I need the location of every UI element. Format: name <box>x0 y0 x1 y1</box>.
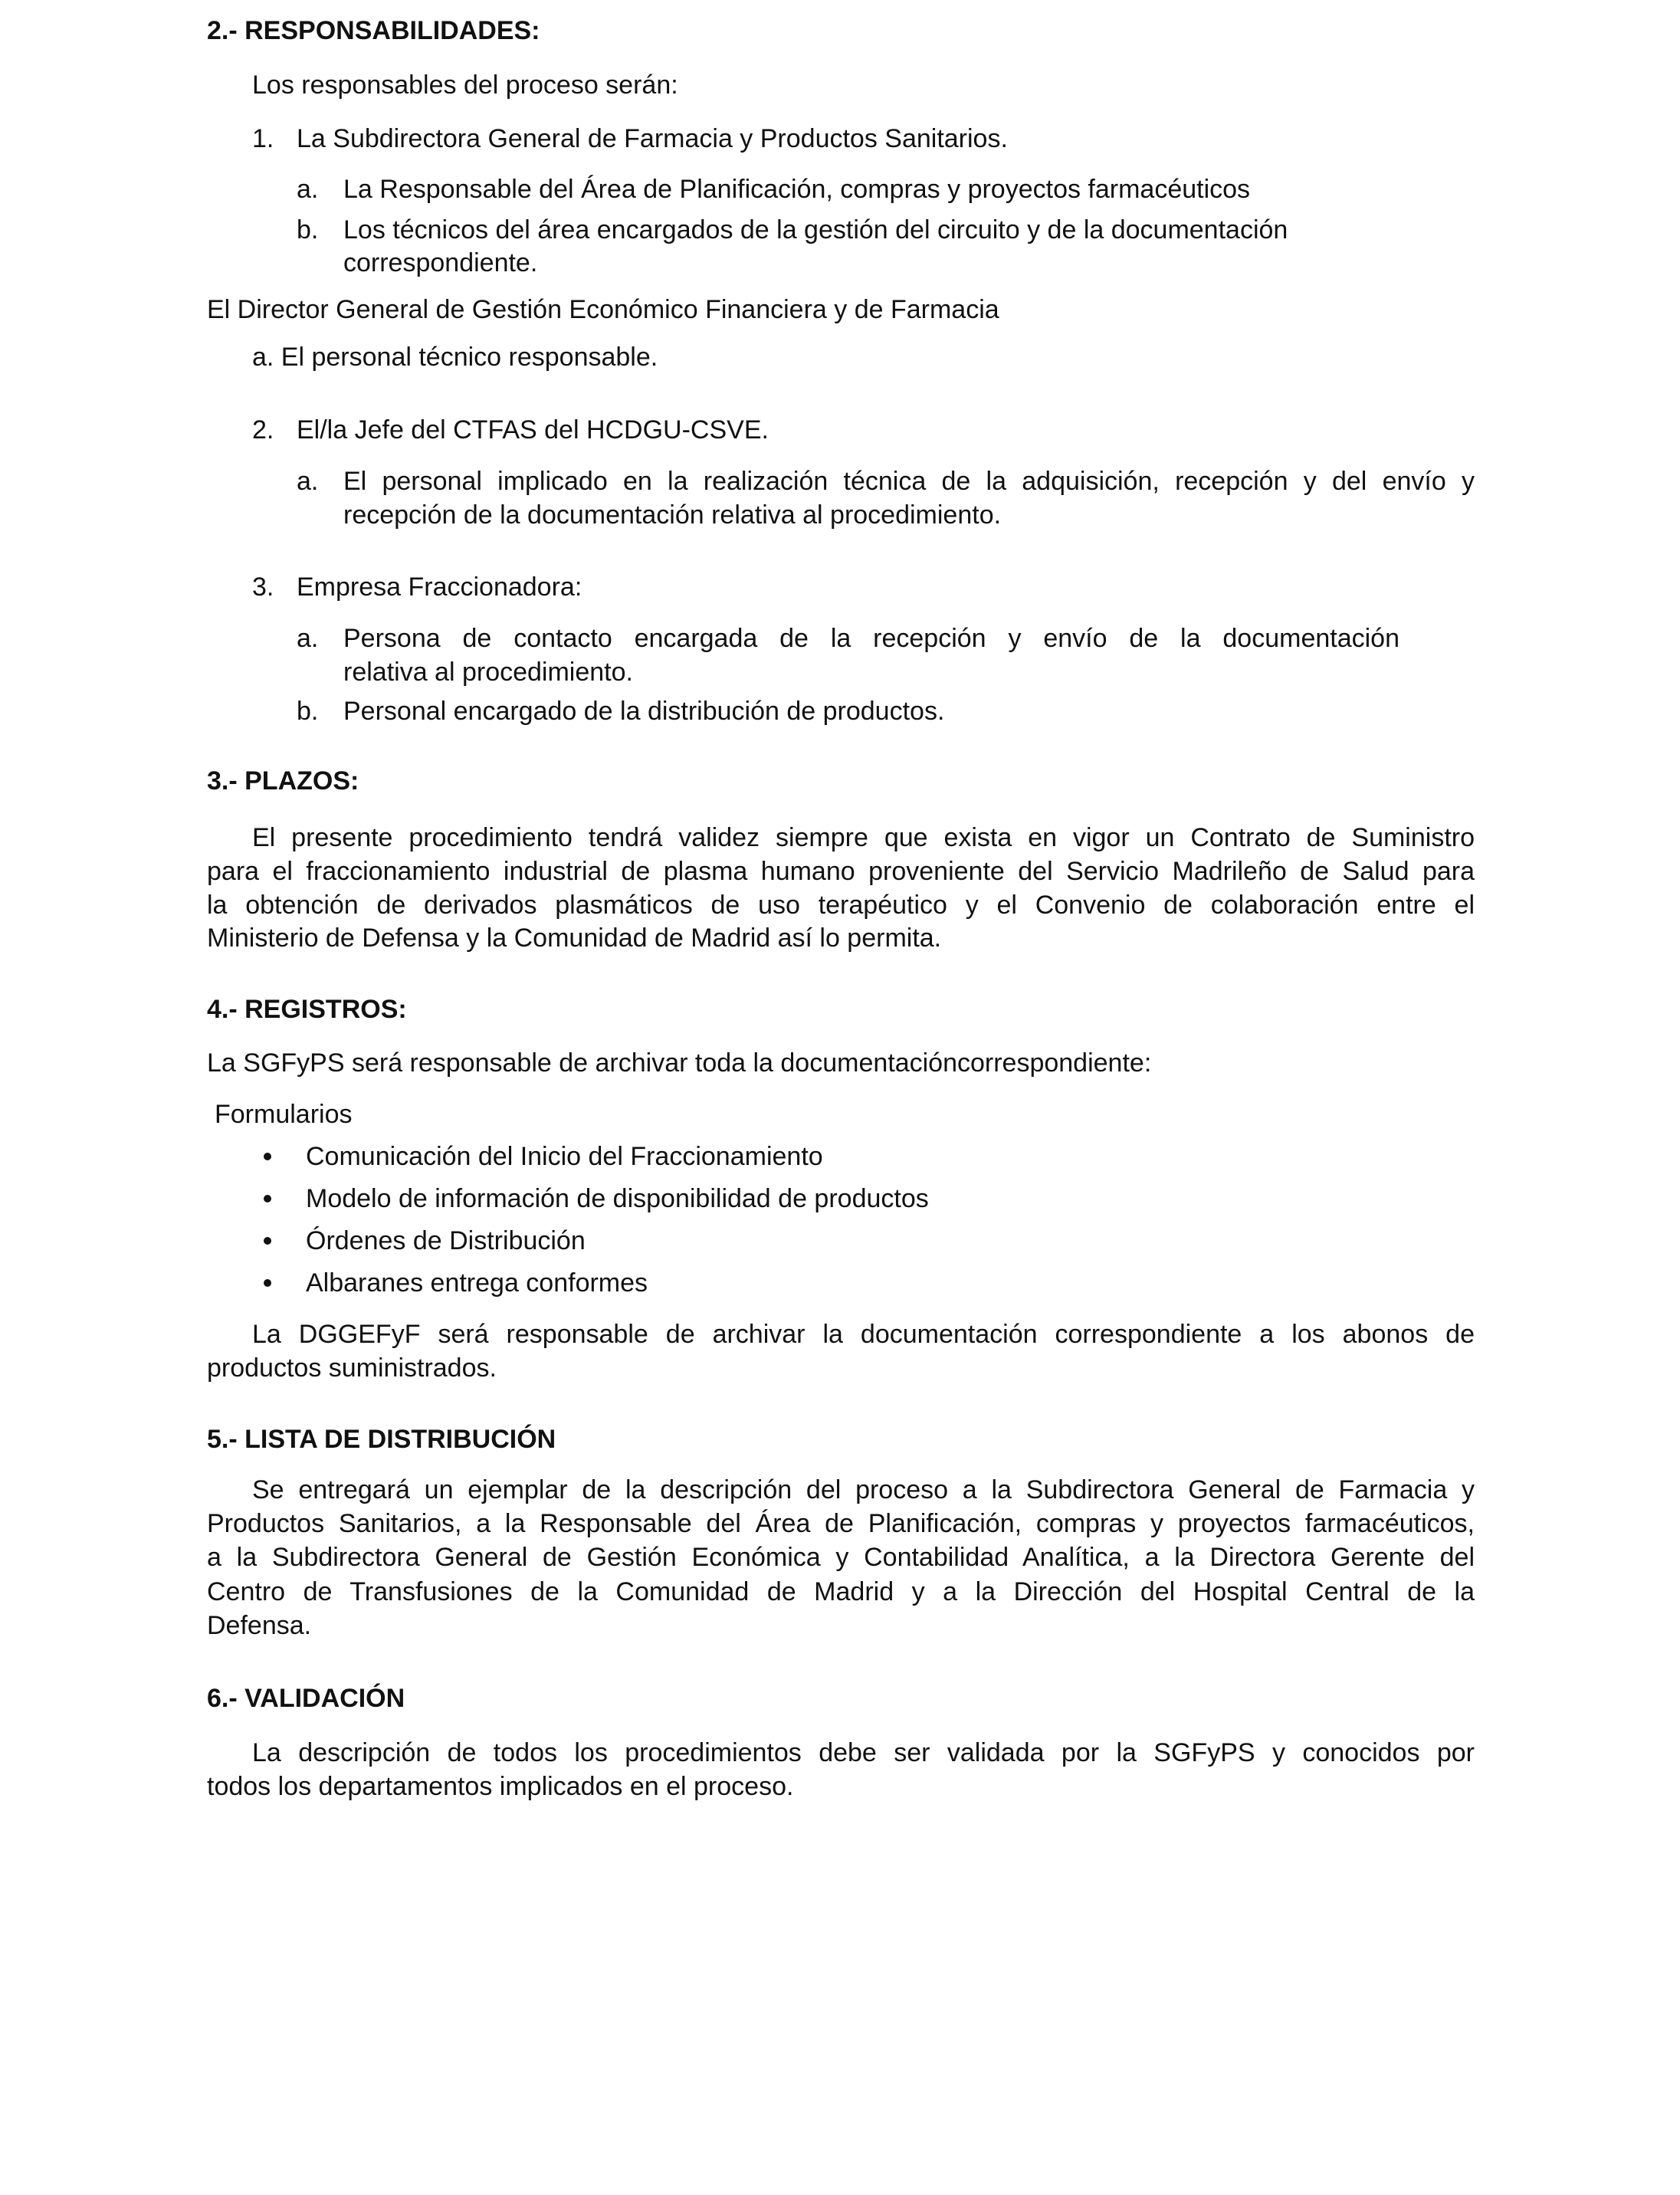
list-letter: b. <box>297 215 319 244</box>
paragraph-line: Defensa. <box>207 1611 312 1640</box>
bullet-item: Órdenes de Distribución <box>306 1226 586 1255</box>
list-item: Empresa Fraccionadora: <box>297 573 582 602</box>
bullet-item: Albaranes entrega conformes <box>306 1268 648 1298</box>
list-letter: a. <box>297 624 319 653</box>
paragraph-line: para el fraccionamiento industrial de plasma humano proveniente del Servicio Madrileño de Salud para <box>207 857 1475 886</box>
list-item-line: recepción de la documentación relativa al procedimiento. <box>343 500 1002 530</box>
paragraph: Los responsables del proceso serán: <box>252 71 678 100</box>
paragraph-line: todos los departamentos implicados en el proceso. <box>207 1772 794 1801</box>
list-item: El/la Jefe del CTFAS del HCDGU-CSVE. <box>297 415 769 445</box>
section-heading-registros: 4.- REGISTROS: <box>207 995 407 1024</box>
bullet-icon <box>264 1279 271 1287</box>
section-heading-distribucion: 5.- LISTA DE DISTRIBUCIÓN <box>207 1425 556 1454</box>
paragraph-line: a la Subdirectora General de Gestión Económica y Contabilidad Analítica, a la Directora Gerente del <box>207 1543 1475 1572</box>
paragraph-line: La DGGEFyF será responsable de archivar la documentación correspondiente a los abonos de <box>252 1320 1475 1349</box>
section-heading-validacion: 6.- VALIDACIÓN <box>207 1684 405 1713</box>
paragraph: a. El personal técnico responsable. <box>252 343 658 372</box>
paragraph-line: Productos Sanitarios, a la Responsable del Área de Planificación, compras y proyectos farmacéuticos, <box>207 1509 1475 1538</box>
list-item-line: Persona de contacto encargada de la recepción y envío de la documentación <box>343 624 1399 653</box>
list-item-line: El personal implicado en la realización técnica de la adquisición, recepción y del envío y <box>343 467 1475 496</box>
paragraph-line: Ministerio de Defensa y la Comunidad de Madrid así lo permita. <box>207 924 942 953</box>
paragraph: El Director General de Gestión Económico Financiera y de Farmacia <box>207 295 999 324</box>
list-item-line: Los técnicos del área encargados de la gestión del circuito y de la documentación <box>343 215 1288 244</box>
bullet-item: Modelo de información de disponibilidad de productos <box>306 1184 929 1213</box>
bullet-icon <box>264 1153 271 1160</box>
forms-label: Formularios <box>215 1100 353 1129</box>
bullet-icon <box>264 1237 271 1245</box>
list-letter: a. <box>297 175 319 204</box>
paragraph-line: la obtención de derivados plasmáticos de uso terapéutico y el Convenio de colaboración entre el <box>207 891 1475 920</box>
list-number: 1. <box>252 124 274 153</box>
bullet-item: Comunicación del Inicio del Fraccionamiento <box>306 1142 823 1171</box>
list-item-line: relativa al procedimiento. <box>343 658 633 687</box>
paragraph-line: Centro de Transfusiones de la Comunidad de Madrid y a la Dirección del Hospital Central de la <box>207 1577 1475 1606</box>
section-heading-plazos: 3.- PLAZOS: <box>207 766 359 796</box>
paragraph-line: La descripción de todos los procedimientos debe ser validada por la SGFyPS y conocidos por <box>252 1738 1475 1767</box>
paragraph-line: El presente procedimiento tendrá validez siempre que exista en vigor un Contrato de Suministro <box>252 823 1475 852</box>
list-number: 2. <box>252 415 274 445</box>
paragraph-line: Se entregará un ejemplar de la descripción del proceso a la Subdirectora General de Farmacia y <box>252 1475 1475 1504</box>
list-item-line: correspondiente. <box>343 248 538 277</box>
bullet-icon <box>264 1195 271 1202</box>
list-letter: a. <box>297 467 319 496</box>
list-item: La Responsable del Área de Planificación, compras y proyectos farmacéuticos <box>343 175 1251 204</box>
list-letter: b. <box>297 697 319 726</box>
section-heading-responsabilidades: 2.- RESPONSABILIDADES: <box>207 16 540 45</box>
paragraph: La SGFyPS será responsable de archivar toda la documentacióncorrespondiente: <box>207 1048 1152 1078</box>
paragraph-line: productos suministrados. <box>207 1353 497 1383</box>
list-number: 3. <box>252 573 274 602</box>
list-item: Personal encargado de la distribución de productos. <box>343 697 945 726</box>
list-item: La Subdirectora General de Farmacia y Productos Sanitarios. <box>297 124 1008 153</box>
